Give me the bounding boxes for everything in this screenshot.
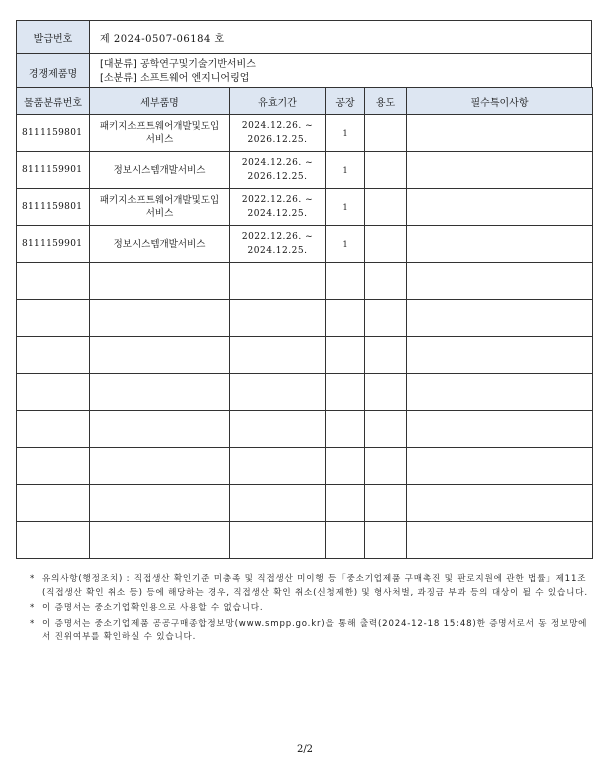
empty-cell xyxy=(230,263,326,300)
empty-cell xyxy=(326,263,365,300)
notes-section xyxy=(30,573,596,647)
empty-cell xyxy=(407,300,593,337)
table-header-row xyxy=(17,88,593,115)
empty-cell xyxy=(90,485,230,522)
empty-table-row xyxy=(17,448,593,485)
empty-cell xyxy=(407,522,593,559)
factory-text: 1 xyxy=(342,165,348,175)
table-row xyxy=(17,152,593,189)
empty-cell xyxy=(365,411,407,448)
empty-cell xyxy=(17,337,90,374)
detail-item-name xyxy=(90,189,230,226)
classification-code xyxy=(17,152,90,189)
empty-cell xyxy=(326,300,365,337)
usage-cell xyxy=(365,115,407,152)
classification-code xyxy=(17,115,90,152)
special-notes-cell xyxy=(407,152,593,189)
detail-item-name xyxy=(90,115,230,152)
empty-cell xyxy=(407,411,593,448)
factory-count xyxy=(326,189,365,226)
empty-cell xyxy=(326,448,365,485)
item-text: 패키지소프트웨어개발및도입서비스 xyxy=(99,121,220,145)
period-end: 2024.12.25. xyxy=(247,209,308,219)
classification-code xyxy=(17,189,90,226)
empty-cell xyxy=(230,337,326,374)
factory-count xyxy=(326,152,365,189)
note-marker: * xyxy=(30,603,36,613)
note-item xyxy=(30,602,596,616)
empty-cell xyxy=(17,300,90,337)
usage-cell xyxy=(365,152,407,189)
period-start: 2024.12.26. ~ xyxy=(241,158,314,168)
detail-item-name xyxy=(90,226,230,263)
period-end: 2026.12.25. xyxy=(247,172,308,182)
empty-cell xyxy=(90,374,230,411)
product-major-category: [대분류] 공학연구및기술기반서비스 xyxy=(100,59,256,70)
factory-text: 1 xyxy=(342,239,348,249)
validity-period xyxy=(230,189,326,226)
period-start: 2022.12.26. ~ xyxy=(241,195,314,205)
empty-cell xyxy=(365,522,407,559)
empty-table-row xyxy=(17,300,593,337)
empty-cell xyxy=(407,448,593,485)
empty-cell xyxy=(365,263,407,300)
item-text: 정보시스템개발서비스 xyxy=(113,164,206,176)
validity-period xyxy=(230,226,326,263)
empty-cell xyxy=(365,300,407,337)
empty-cell xyxy=(230,448,326,485)
empty-cell xyxy=(230,522,326,559)
empty-cell xyxy=(365,485,407,522)
product-name-value xyxy=(90,54,592,91)
empty-cell xyxy=(90,522,230,559)
note-marker: * xyxy=(30,618,36,629)
empty-cell xyxy=(230,485,326,522)
code-text: 8111159801 xyxy=(22,128,83,138)
column-header: 공장 xyxy=(326,88,365,115)
empty-cell xyxy=(407,337,593,374)
special-notes-cell xyxy=(407,115,593,152)
empty-cell xyxy=(90,263,230,300)
product-table xyxy=(16,87,593,559)
table-row xyxy=(17,226,593,263)
item-text: 패키지소프트웨어개발및도입서비스 xyxy=(99,195,220,219)
column-header: 세부품명 xyxy=(90,88,230,115)
issue-number-label: 발급번호 xyxy=(17,21,90,54)
empty-cell xyxy=(365,374,407,411)
issue-number-text: 제 2024-0507-06184 호 xyxy=(100,33,225,45)
classification-code xyxy=(17,226,90,263)
usage-cell xyxy=(365,189,407,226)
validity-period xyxy=(230,115,326,152)
empty-cell xyxy=(17,448,90,485)
empty-cell xyxy=(326,411,365,448)
empty-cell xyxy=(90,300,230,337)
code-text: 8111159901 xyxy=(22,239,83,249)
table-body xyxy=(17,115,593,559)
empty-cell xyxy=(90,448,230,485)
empty-cell xyxy=(17,374,90,411)
column-header: 필수특이사항 xyxy=(407,88,593,115)
empty-cell xyxy=(230,411,326,448)
usage-cell xyxy=(365,226,407,263)
period-end: 2024.12.25. xyxy=(247,246,308,256)
table-row xyxy=(17,115,593,152)
empty-cell xyxy=(407,263,593,300)
column-header: 유효기간 xyxy=(230,88,326,115)
empty-cell xyxy=(407,485,593,522)
empty-table-row xyxy=(17,263,593,300)
empty-cell xyxy=(17,485,90,522)
note-text: 이 증명서는 중소기업확인용으로 사용할 수 없습니다. xyxy=(42,603,264,613)
item-text: 정보시스템개발서비스 xyxy=(113,238,206,250)
note-text: 이 증명서는 중소기업제품 공공구매종합정보망(www.smpp.go.kr)을 통해 출력(2024-12-18 15:48)한 증명서로서 동 정보망에서 진위여부를 확인하실 수 있습니다. xyxy=(42,618,588,642)
empty-cell xyxy=(17,411,90,448)
empty-cell xyxy=(90,337,230,374)
table-row xyxy=(17,189,593,226)
empty-cell xyxy=(326,485,365,522)
product-name-label: 경쟁제품명 xyxy=(17,54,90,91)
empty-cell xyxy=(326,337,365,374)
period-start: 2022.12.26. ~ xyxy=(241,232,314,242)
empty-table-row xyxy=(17,522,593,559)
special-notes-cell xyxy=(407,189,593,226)
empty-cell xyxy=(326,522,365,559)
certificate-info-table xyxy=(16,20,592,91)
note-item xyxy=(30,573,596,600)
empty-cell xyxy=(365,337,407,374)
empty-table-row xyxy=(17,337,593,374)
empty-cell xyxy=(326,374,365,411)
empty-table-row xyxy=(17,411,593,448)
empty-cell xyxy=(17,522,90,559)
factory-count xyxy=(326,115,365,152)
empty-cell xyxy=(90,411,230,448)
column-header: 물품분류번호 xyxy=(17,88,90,115)
issue-number-value xyxy=(90,21,592,54)
factory-text: 1 xyxy=(342,128,348,138)
empty-cell xyxy=(365,448,407,485)
period-end: 2026.12.25. xyxy=(247,135,308,145)
code-text: 8111159801 xyxy=(22,202,83,212)
period-start: 2024.12.26. ~ xyxy=(241,121,314,131)
validity-period xyxy=(230,152,326,189)
empty-cell xyxy=(407,374,593,411)
code-text: 8111159901 xyxy=(22,165,83,175)
empty-cell xyxy=(17,263,90,300)
factory-text: 1 xyxy=(342,202,348,212)
empty-table-row xyxy=(17,374,593,411)
detail-item-name xyxy=(90,152,230,189)
note-item xyxy=(30,618,596,645)
factory-count xyxy=(326,226,365,263)
empty-table-row xyxy=(17,485,593,522)
page-indicator: 2/2 xyxy=(296,744,314,755)
note-marker: * xyxy=(30,574,36,584)
empty-cell xyxy=(230,300,326,337)
product-minor-category: [소분류] 소프트웨어 엔지니어링업 xyxy=(100,73,250,84)
column-header: 용도 xyxy=(365,88,407,115)
note-text: 유의사항(행정조치) : 직접생산 확인기준 미충족 및 직접생산 미이행 등「중소기업제품 구매촉진 및 판로지원에 관한 법률」제11조(직접생산 확인 취소 등) 등에 해당하는 경우, 직접생산 확인 취소(신청제한) 및 형사처벌, 과징금 부과 등의 대상이 될 수 있습니다. xyxy=(42,574,588,598)
empty-cell xyxy=(230,374,326,411)
special-notes-cell xyxy=(407,226,593,263)
